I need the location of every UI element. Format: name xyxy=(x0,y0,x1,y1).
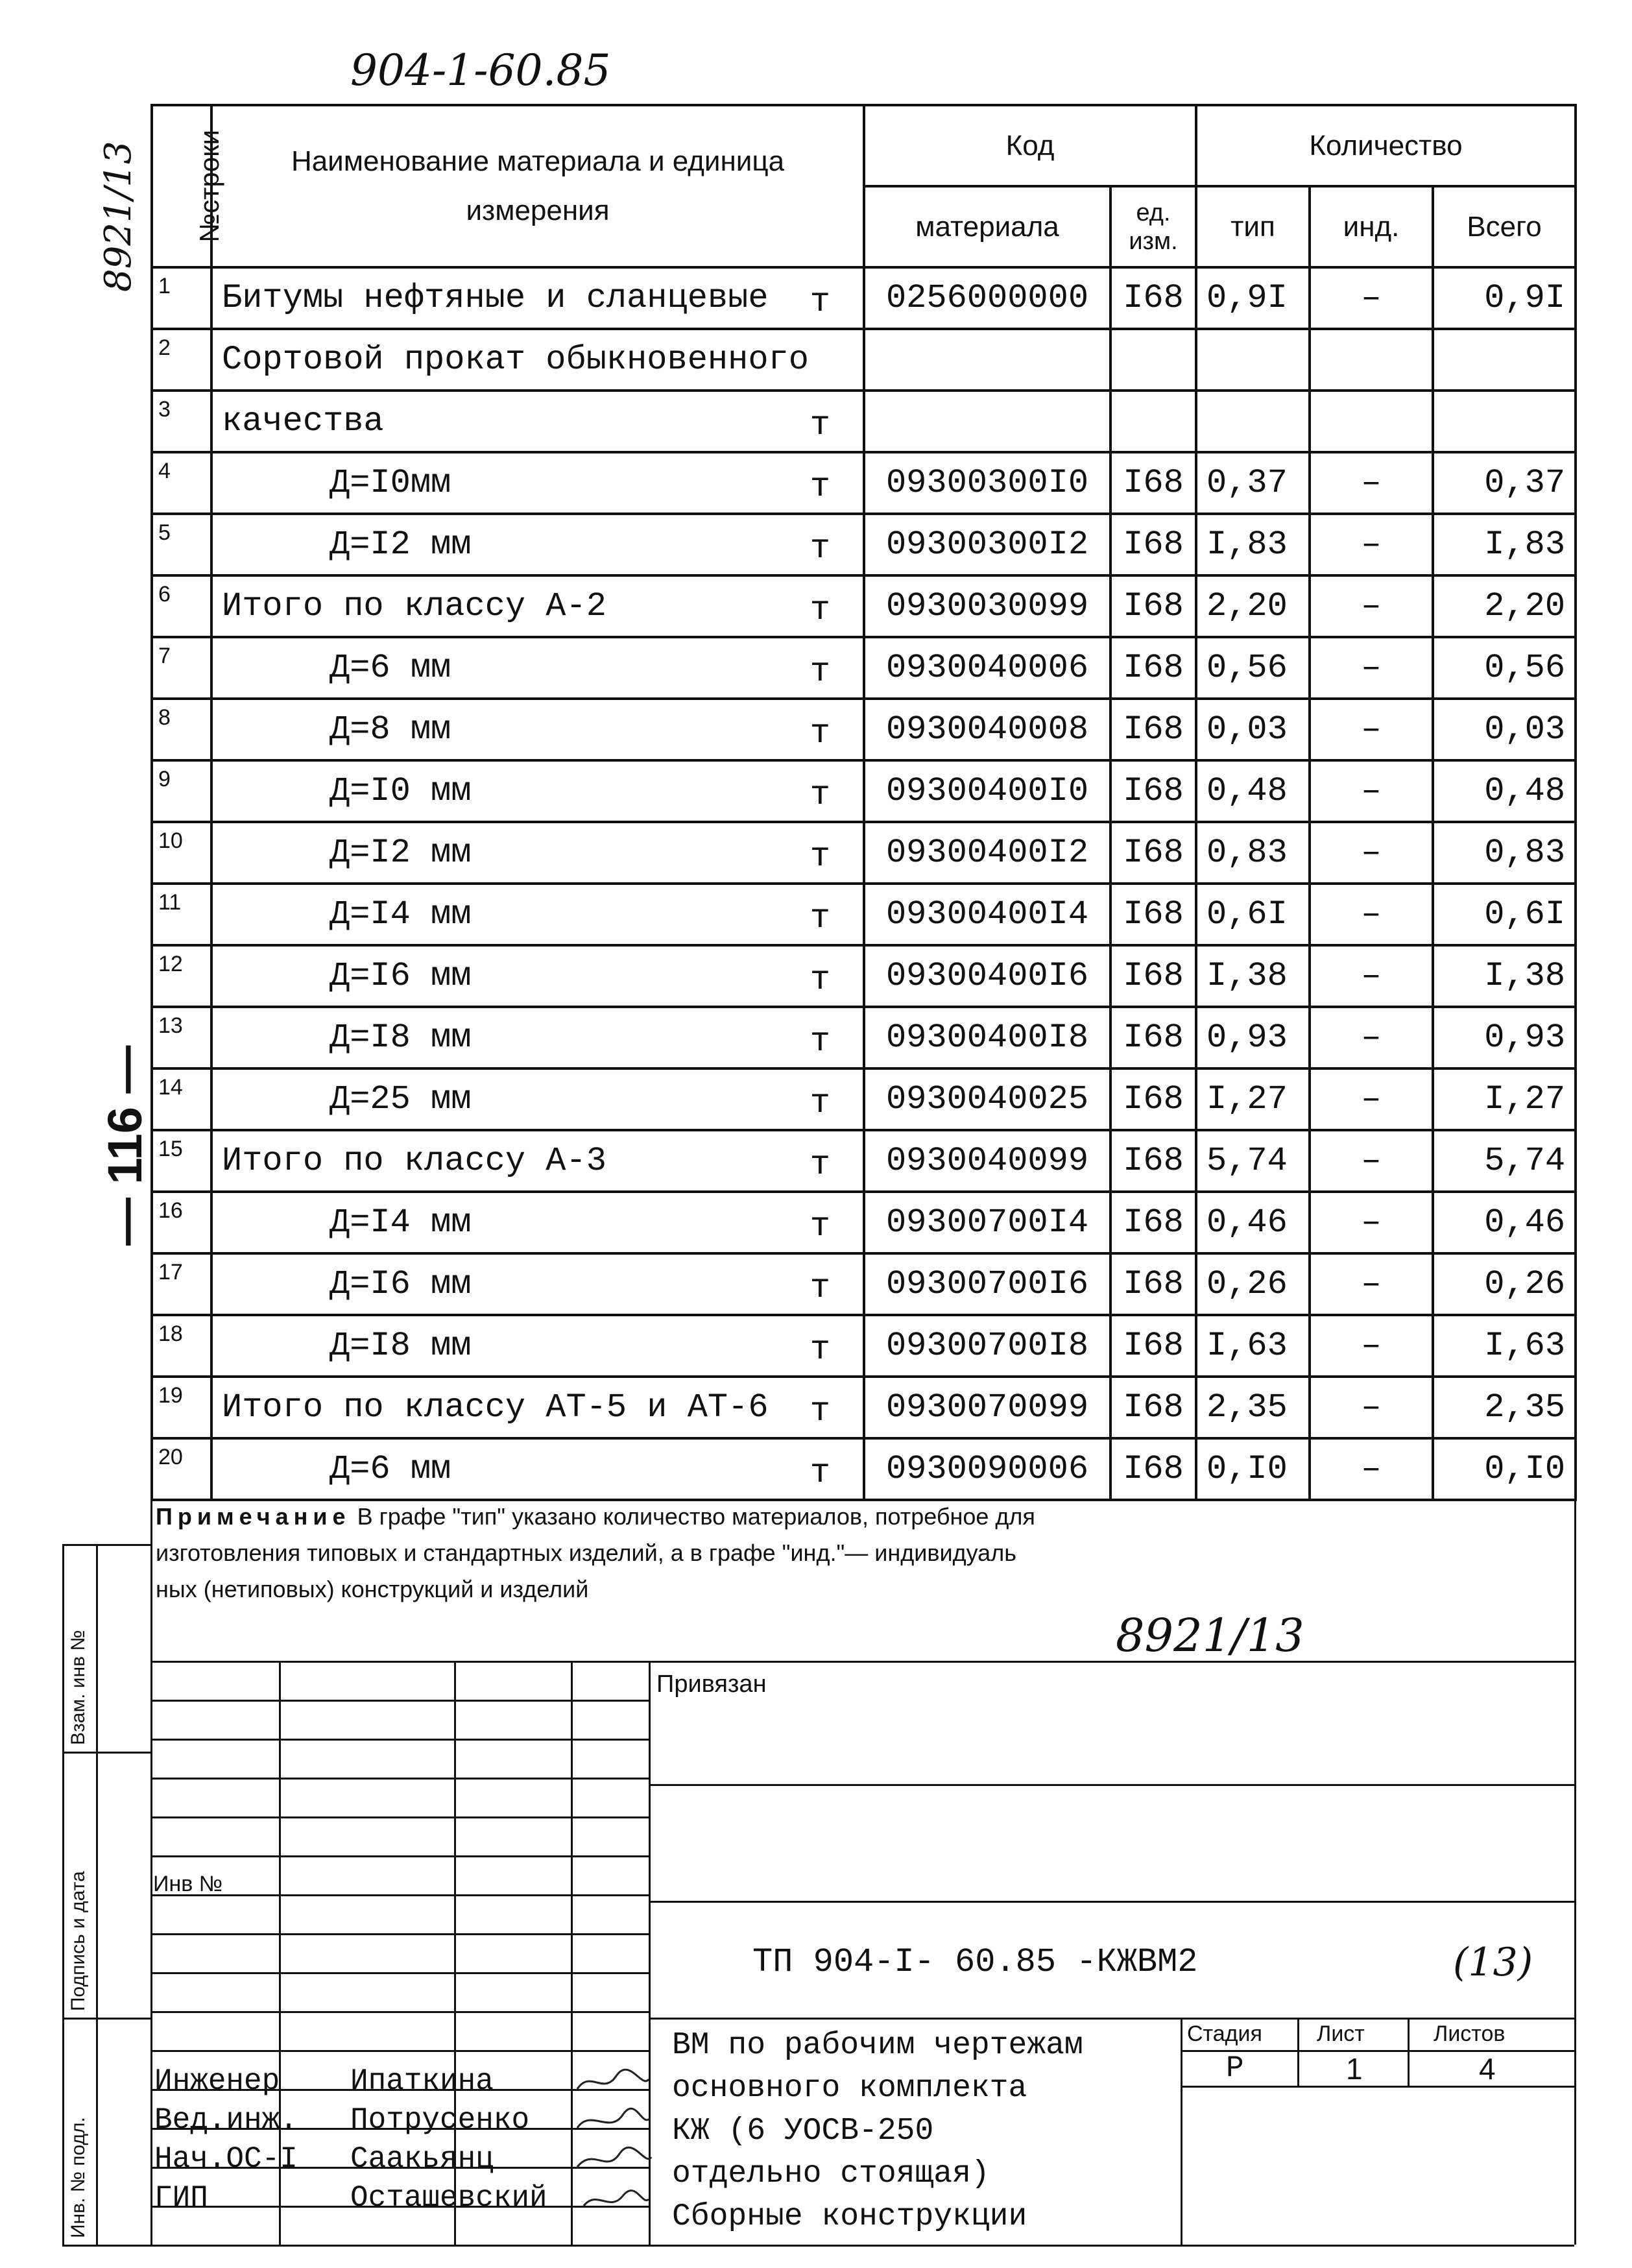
material-code-cell: 09300400I2 xyxy=(864,822,1110,884)
material-name-cell xyxy=(211,1192,864,1253)
table-row xyxy=(152,1192,1576,1253)
quantity-ind-cell: – xyxy=(1310,267,1433,329)
table-row xyxy=(152,1068,1576,1130)
unit-code-cell: I68 xyxy=(1110,1130,1196,1192)
quantity-type-cell: 0,37 xyxy=(1196,452,1310,514)
signer-name: Саакьянц xyxy=(350,2142,494,2176)
material-name-cell xyxy=(211,452,864,514)
material-code-cell: 09300700I4 xyxy=(864,1192,1110,1253)
header-q-total: Всего xyxy=(1433,186,1576,267)
quantity-type-cell: I,38 xyxy=(1196,945,1310,1007)
quantity-ind-cell: – xyxy=(1310,1438,1433,1500)
material-name: Д=6 мм xyxy=(330,649,451,687)
table-row xyxy=(152,884,1576,945)
sheets-value: 4 xyxy=(1479,2052,1496,2086)
sheet-label: Лист xyxy=(1317,2021,1365,2046)
document-number-handwritten: 904-1-60.85 xyxy=(350,45,611,95)
note-text: В графе "тип" указано количество материалов, потребное для изготовления типовых и стандартных изделий, а в графе "инд."— индивидуаль ных (нетиповых) конструкций и изделий xyxy=(156,1503,1035,1602)
note-handwritten: 8921/13 xyxy=(1116,1609,1304,1662)
measure-unit: т xyxy=(810,1331,830,1369)
material-name: Д=I4 мм xyxy=(330,895,472,934)
material-name-cell xyxy=(211,329,864,391)
signatures-image xyxy=(571,2063,655,2232)
material-name: Д=I0мм xyxy=(330,464,451,502)
quantity-ind-cell xyxy=(1310,329,1433,391)
quantity-total-cell: 0,26 xyxy=(1433,1253,1576,1315)
measure-unit: т xyxy=(810,1454,830,1492)
quantity-ind-cell: – xyxy=(1310,945,1433,1007)
row-number-cell: 14 xyxy=(152,1068,211,1130)
quantity-total-cell: 2,35 xyxy=(1433,1377,1576,1438)
quantity-total-cell: I,38 xyxy=(1433,945,1576,1007)
page-number: — 116 — xyxy=(98,1045,152,1246)
stamp-title-line: КЖ (6 УОСВ-250 xyxy=(672,2114,934,2149)
material-name: качества xyxy=(222,402,384,440)
privyazan-label: Привязан xyxy=(656,1671,767,1698)
unit-code-cell: I68 xyxy=(1110,1253,1196,1315)
table-row xyxy=(152,391,1576,452)
table-row xyxy=(152,1438,1576,1500)
material-name-cell xyxy=(211,1315,864,1377)
table-row xyxy=(152,637,1576,699)
row-number-cell: 6 xyxy=(152,575,211,637)
stage-label: Стадия xyxy=(1187,2021,1262,2046)
signer-name: Потрусенко xyxy=(350,2103,530,2137)
stamp-title xyxy=(672,2024,1083,2238)
signer-role: Нач.ОС-I xyxy=(154,2142,298,2176)
quantity-ind-cell: – xyxy=(1310,1130,1433,1192)
material-name: Итого по классу А-3 xyxy=(222,1142,606,1180)
material-name: Итого по классу А-2 xyxy=(222,587,606,625)
material-name: Д=I6 мм xyxy=(330,957,472,995)
material-code-cell: 09300400I4 xyxy=(864,884,1110,945)
quantity-type-cell: I,63 xyxy=(1196,1315,1310,1377)
stamp-title-line: Сборные конструкции xyxy=(672,2199,1027,2234)
unit-code-cell: I68 xyxy=(1110,1438,1196,1500)
unit-code-cell: I68 xyxy=(1110,267,1196,329)
table-row xyxy=(152,699,1576,760)
header-code-unit: ед. изм. xyxy=(1110,186,1196,267)
material-name-cell xyxy=(211,575,864,637)
material-code-cell: 09300300I0 xyxy=(864,452,1110,514)
material-name: Д=25 мм xyxy=(330,1080,472,1118)
material-name: Итого по классу АТ-5 и АТ-6 xyxy=(222,1388,769,1427)
quantity-type-cell: 0,46 xyxy=(1196,1192,1310,1253)
row-number-cell: 13 xyxy=(152,1007,211,1068)
material-name: Сортовой прокат обыкновенного xyxy=(222,341,809,379)
unit-code-cell xyxy=(1110,329,1196,391)
stamp-title-line: отдельно стоящая) xyxy=(672,2156,990,2191)
material-name-cell xyxy=(211,267,864,329)
row-number-cell: 1 xyxy=(152,267,211,329)
left-margin-note: 8921/13 xyxy=(97,141,139,292)
quantity-ind-cell: – xyxy=(1310,575,1433,637)
material-name: Д=I4 мм xyxy=(330,1203,472,1242)
material-code-cell xyxy=(864,329,1110,391)
material-code-cell: 09300400I6 xyxy=(864,945,1110,1007)
material-code-cell: 09300400I8 xyxy=(864,1007,1110,1068)
material-name-cell xyxy=(211,391,864,452)
signer-name: Ипаткина xyxy=(350,2064,494,2098)
unit-code-cell: I68 xyxy=(1110,699,1196,760)
measure-unit: т xyxy=(810,776,830,814)
quantity-type-cell: 0,26 xyxy=(1196,1253,1310,1315)
stamp-title-line: ВМ по рабочим чертежам xyxy=(672,2028,1083,2063)
header-row-no: №строки xyxy=(152,105,211,267)
unit-code-cell: I68 xyxy=(1110,637,1196,699)
measure-unit: т xyxy=(810,1392,830,1430)
side-label-signature-date: Подпись и дата xyxy=(67,1871,89,2011)
row-number-cell: 19 xyxy=(152,1377,211,1438)
unit-code-cell: I68 xyxy=(1110,884,1196,945)
table-row xyxy=(152,945,1576,1007)
measure-unit: т xyxy=(810,653,830,691)
quantity-total-cell: 0,9I xyxy=(1433,267,1576,329)
materials-table xyxy=(150,104,1577,1501)
row-number-cell: 18 xyxy=(152,1315,211,1377)
measure-unit: т xyxy=(810,468,830,506)
measure-unit: т xyxy=(810,591,830,629)
measure-unit: т xyxy=(810,283,830,321)
quantity-total-cell: 0,46 xyxy=(1433,1192,1576,1253)
unit-code-cell: I68 xyxy=(1110,822,1196,884)
quantity-ind-cell: – xyxy=(1310,452,1433,514)
quantity-ind-cell: – xyxy=(1310,1253,1433,1315)
signer-name: Осташевский xyxy=(350,2181,547,2215)
measure-unit: т xyxy=(810,529,830,568)
signer-role: Инженер xyxy=(154,2064,280,2098)
signer-role: ГИП xyxy=(154,2181,208,2215)
material-name-cell xyxy=(211,760,864,822)
quantity-ind-cell: – xyxy=(1310,1068,1433,1130)
table-row xyxy=(152,514,1576,575)
quantity-ind-cell: – xyxy=(1310,1377,1433,1438)
quantity-type-cell: 5,74 xyxy=(1196,1130,1310,1192)
row-number-cell: 2 xyxy=(152,329,211,391)
quantity-total-cell: 0,56 xyxy=(1433,637,1576,699)
unit-code-cell: I68 xyxy=(1110,575,1196,637)
unit-code-cell: I68 xyxy=(1110,1068,1196,1130)
quantity-total-cell: I,83 xyxy=(1433,514,1576,575)
material-code-cell: 0930090006 xyxy=(864,1438,1110,1500)
material-code-cell: 09300700I8 xyxy=(864,1315,1110,1377)
material-name-cell xyxy=(211,637,864,699)
side-label-inv-original: Инв. № подл. xyxy=(67,2117,89,2238)
header-q-type: тип xyxy=(1196,186,1310,267)
quantity-ind-cell: – xyxy=(1310,822,1433,884)
measure-unit: т xyxy=(810,1269,830,1307)
stamp-title-line: основного комплекта xyxy=(672,2071,1027,2106)
quantity-type-cell: 0,03 xyxy=(1196,699,1310,760)
row-number-cell: 15 xyxy=(152,1130,211,1192)
quantity-total-cell: 0,I0 xyxy=(1433,1438,1576,1500)
material-code-cell: 0930070099 xyxy=(864,1377,1110,1438)
signer-names xyxy=(350,2062,547,2217)
quantity-type-cell: 2,35 xyxy=(1196,1377,1310,1438)
material-name-cell xyxy=(211,822,864,884)
material-code-cell: 09300300I2 xyxy=(864,514,1110,575)
table-row xyxy=(152,575,1576,637)
material-name-cell xyxy=(211,1007,864,1068)
row-number-cell: 10 xyxy=(152,822,211,884)
measure-unit: т xyxy=(810,714,830,753)
measure-unit: т xyxy=(810,1022,830,1061)
material-code-cell: 0930040008 xyxy=(864,699,1110,760)
material-code-cell: 09300700I6 xyxy=(864,1253,1110,1315)
table-row xyxy=(152,1130,1576,1192)
quantity-type-cell: 0,48 xyxy=(1196,760,1310,822)
material-name-cell xyxy=(211,1130,864,1192)
material-name: Д=I0 мм xyxy=(330,772,472,810)
signer-roles xyxy=(154,2062,298,2217)
row-number-cell: 5 xyxy=(152,514,211,575)
material-name: Битумы нефтяные и сланцевые xyxy=(222,279,769,317)
quantity-type-cell xyxy=(1196,329,1310,391)
quantity-type-cell: I,83 xyxy=(1196,514,1310,575)
header-q-ind: инд. xyxy=(1310,186,1433,267)
quantity-ind-cell: – xyxy=(1310,699,1433,760)
quantity-ind-cell: – xyxy=(1310,884,1433,945)
material-name-cell xyxy=(211,945,864,1007)
row-number-cell: 4 xyxy=(152,452,211,514)
quantity-total-cell: 0,6I xyxy=(1433,884,1576,945)
row-number-cell: 7 xyxy=(152,637,211,699)
drawing-designation: ТП 904-I- 60.85 -КЖВМ2 xyxy=(752,1943,1198,1981)
material-code-cell xyxy=(864,391,1110,452)
table-row xyxy=(152,329,1576,391)
quantity-type-cell: 0,I0 xyxy=(1196,1438,1310,1500)
quantity-ind-cell: – xyxy=(1310,1315,1433,1377)
inv-no-label: Инв № xyxy=(153,1872,223,1896)
material-name: Д=I2 мм xyxy=(330,525,472,564)
unit-code-cell: I68 xyxy=(1110,1377,1196,1438)
quantity-ind-cell: – xyxy=(1310,514,1433,575)
quantity-ind-cell: – xyxy=(1310,1192,1433,1253)
material-code-cell: 0930040025 xyxy=(864,1068,1110,1130)
header-code: Код xyxy=(864,105,1196,186)
quantity-total-cell: 2,20 xyxy=(1433,575,1576,637)
material-code-cell: 0930040006 xyxy=(864,637,1110,699)
row-number-cell: 20 xyxy=(152,1438,211,1500)
quantity-ind-cell: – xyxy=(1310,1007,1433,1068)
unit-code-cell: I68 xyxy=(1110,1192,1196,1253)
quantity-type-cell: 2,20 xyxy=(1196,575,1310,637)
quantity-type-cell: 0,9I xyxy=(1196,267,1310,329)
note-label: Примечание xyxy=(156,1503,351,1530)
unit-code-cell: I68 xyxy=(1110,452,1196,514)
material-name-cell xyxy=(211,884,864,945)
table-row xyxy=(152,1253,1576,1315)
header-quantity: Количество xyxy=(1196,105,1576,186)
material-name-cell xyxy=(211,1438,864,1500)
row-number-cell: 8 xyxy=(152,699,211,760)
note xyxy=(156,1499,1051,1608)
material-code-cell: 0256000000 xyxy=(864,267,1110,329)
table-row xyxy=(152,1007,1576,1068)
material-name-cell xyxy=(211,699,864,760)
quantity-type-cell: 0,93 xyxy=(1196,1007,1310,1068)
table-row xyxy=(152,1315,1576,1377)
side-label-replaces-inv: Взам. инв № xyxy=(67,1630,89,1745)
material-name-cell xyxy=(211,1377,864,1438)
quantity-total-cell: 5,74 xyxy=(1433,1130,1576,1192)
quantity-total-cell: 0,83 xyxy=(1433,822,1576,884)
header-code-material: материала xyxy=(864,186,1110,267)
quantity-total-cell: 0,93 xyxy=(1433,1007,1576,1068)
quantity-total-cell xyxy=(1433,329,1576,391)
quantity-type-cell: I,27 xyxy=(1196,1068,1310,1130)
quantity-total-cell: 0,48 xyxy=(1433,760,1576,822)
unit-code-cell xyxy=(1110,391,1196,452)
material-name: Д=I6 мм xyxy=(330,1265,472,1303)
unit-code-cell: I68 xyxy=(1110,1007,1196,1068)
material-name: Д=I8 мм xyxy=(330,1019,472,1057)
table-row xyxy=(152,1377,1576,1438)
row-number-cell: 17 xyxy=(152,1253,211,1315)
quantity-ind-cell xyxy=(1310,391,1433,452)
measure-unit: т xyxy=(810,961,830,999)
measure-unit: т xyxy=(810,406,830,444)
quantity-type-cell xyxy=(1196,391,1310,452)
unit-code-cell: I68 xyxy=(1110,945,1196,1007)
quantity-total-cell xyxy=(1433,391,1576,452)
unit-code-cell: I68 xyxy=(1110,760,1196,822)
table-row xyxy=(152,822,1576,884)
material-name-cell xyxy=(211,1253,864,1315)
quantity-type-cell: 0,56 xyxy=(1196,637,1310,699)
table-row xyxy=(152,452,1576,514)
quantity-type-cell: 0,83 xyxy=(1196,822,1310,884)
material-code-cell: 09300400I0 xyxy=(864,760,1110,822)
material-name-cell xyxy=(211,1068,864,1130)
quantity-total-cell: 0,03 xyxy=(1433,699,1576,760)
sheet-value: 1 xyxy=(1346,2052,1363,2086)
header-name: Наименование материала и единица измерения xyxy=(211,105,864,267)
quantity-type-cell: 0,6I xyxy=(1196,884,1310,945)
stage-value: Р xyxy=(1226,2051,1244,2085)
material-name-cell xyxy=(211,514,864,575)
row-number-cell: 12 xyxy=(152,945,211,1007)
material-name: Д=I2 мм xyxy=(330,834,472,872)
signer-role: Вед.инж. xyxy=(154,2103,298,2137)
material-name: Д=8 мм xyxy=(330,710,451,749)
measure-unit: т xyxy=(810,838,830,876)
quantity-total-cell: I,27 xyxy=(1433,1068,1576,1130)
measure-unit: т xyxy=(810,1084,830,1122)
row-number-cell: 3 xyxy=(152,391,211,452)
material-name: Д=I8 мм xyxy=(330,1327,472,1365)
table-row xyxy=(152,267,1576,329)
quantity-total-cell: 0,37 xyxy=(1433,452,1576,514)
measure-unit: т xyxy=(810,1207,830,1246)
measure-unit: т xyxy=(810,899,830,937)
row-number-cell: 16 xyxy=(152,1192,211,1253)
material-name: Д=6 мм xyxy=(330,1450,451,1488)
table-row xyxy=(152,760,1576,822)
unit-code-cell: I68 xyxy=(1110,514,1196,575)
row-number-cell: 11 xyxy=(152,884,211,945)
material-code-cell: 0930030099 xyxy=(864,575,1110,637)
quantity-ind-cell: – xyxy=(1310,637,1433,699)
sheet-code: (13) xyxy=(1453,1940,1533,1985)
row-number-cell: 9 xyxy=(152,760,211,822)
quantity-total-cell: I,63 xyxy=(1433,1315,1576,1377)
quantity-ind-cell: – xyxy=(1310,760,1433,822)
material-code-cell: 0930040099 xyxy=(864,1130,1110,1192)
sheets-label: Листов xyxy=(1434,2021,1506,2046)
measure-unit: т xyxy=(810,1146,830,1184)
unit-code-cell: I68 xyxy=(1110,1315,1196,1377)
